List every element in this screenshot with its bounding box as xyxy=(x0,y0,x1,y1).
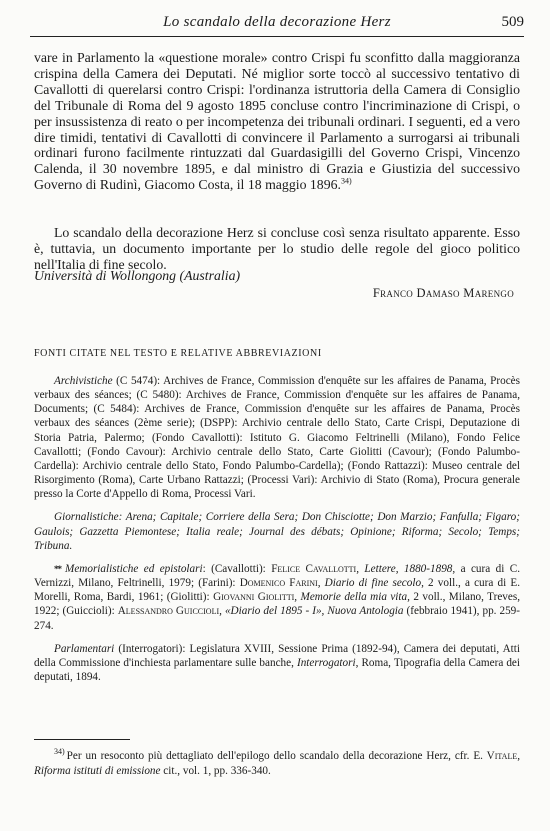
author-name: Franco Damaso Marengo xyxy=(372,286,514,300)
asterisk-mark: ** xyxy=(54,563,61,574)
sources-giornalistiche: Giornalistiche: Arena; Capitale; Corriere della Sera; Don Chisciotte; Don Marzio; Fanfulla; Figaro; Gaulois; Gazzetta Piemontese; Italia reale; Journal des débats; Opinione; Riforma; Secolo; Temps; Tribuna. xyxy=(34,511,520,552)
running-title: Lo scandalo della decorazione Herz xyxy=(163,14,391,30)
sources-archivistiche: Archivistiche (C 5474): Archives de France, Commission d'enquête sur les affaires de Panama, Procès verbaux des séances; (C 5480): Archives de France, Commission d'enquête sur les affaires de Panama, Documents; (C 5484): Archives de France, Commission d'enquête sur les affaires de Panama, Procès verbaux des séances (2ème serie); (DSPP): Archivio centrale dello Stato, Carte Crispi, Deputazione di Storia Patria, Palermo; (Fondo Cavallotti): Istituto G. Giacomo Feltrinelli (Milano), Fondo Felice Cavallotti; (Fondo Cavour): Archivio centrale dello Stato, Carte Giolitti (Cavour); (Fondo Palumbo-Cardella): Archivio centrale dello Stato, Fondo Palumbo-Cardella); (Fondo Rattazzi): Museo centrale del Risorgimento (Roma), Carte Urbano Rattazzi; (Processi Vari): Archivio di Stato (Roma), Procura generale presso la Corte d'Appello di Roma, Processi Vari. xyxy=(34,375,520,501)
paragraph-2-text: Lo scandalo della decorazione Herz si concluse così senza risultato apparente. Esso è, tuttavia, un documento importante per lo studio delle regole del gioco politico nell'Italia di fine secolo. xyxy=(34,225,520,272)
footnote-ref-34[interactable]: 34) xyxy=(340,176,352,186)
paragraph-1-text: vare in Parlamento la «questione morale» contro Crispi fu sconfitto dalla maggioranza crispina della Camera dei Deputati. Né miglior sorte toccò al successivo tentativo di Cavallotti di querelarsi contro Crispi: l'ordinanza istruttoria della Camera di Consiglio del Tribunale di Roma del 9 agosto 1895 concluse contro l'incriminazione di Crispi, o per insussistenza di reato o per incompetenza dei tribunali ordinari. I seguenti, ed a vero dire timidi, tentativi di Cavallotti di convincere il Parlamento a surrogarsi ai tribunali ordinari furono facilmente rintuzzati dal Guardasigilli del Governo Crispi, Vincenzo Calenda, il 30 novembre 1895, e dal ministro di Grazia e Giustizia del successivo Governo di Rudinì, Giacomo Costa, il 18 maggio 1896. xyxy=(34,50,520,193)
page-number: 509 xyxy=(501,14,524,30)
footnote-number: 34) xyxy=(54,747,65,757)
author-affiliation: Università di Wollongong (Australia) xyxy=(34,268,241,283)
body-paragraph-2 xyxy=(34,225,520,273)
header-rule xyxy=(30,36,524,37)
footnote-rule xyxy=(34,739,130,740)
sources-list xyxy=(34,374,520,693)
running-head xyxy=(30,14,524,34)
sources-memorialistiche: ** Memorialistiche ed epistolari: (Cavallotti): Felice Cavallotti, Lettere, 1880-1898, a cura di C. Vernizzi, Milano, Feltrinelli, 1979; (Farini): Domenico Farini, Diario di fine secolo, 2 voll., a cura di E. Morelli, Roma, Bardi, 1961; (Giolitti): Giovanni Giolitti, Memorie della mia vita, 2 voll., Milano, Treves, 1922; (Guiccioli): Alessandro Guiccioli, «Diario del 1895 - I», Nuova Antologia (febbraio 1941), pp. 259-274. xyxy=(34,562,520,632)
sources-parlamentari: Parlamentari (Interrogatori): Legislatura XVIII, Sessione Prima (1892-94), Camera dei deputati, Atti della Commissione d'inchiesta parlamentare sulle banche, Interrogatori, Roma, Tipografia della Camera dei deputati, 1894. xyxy=(34,642,521,683)
footnote-34: $^{34)}$ Per un resoconto più dettagliato dell'epilogo dello scandalo della decorazione Herz, cfr. E. Vitale, Riforma istituti di emissione cit., vol. 1, pp. 336-340. xyxy=(34,747,521,777)
body-paragraph-1 xyxy=(34,50,520,193)
sources-heading: FONTI CITATE NEL TESTO E RELATIVE ABBREVIAZIONI xyxy=(34,348,322,359)
